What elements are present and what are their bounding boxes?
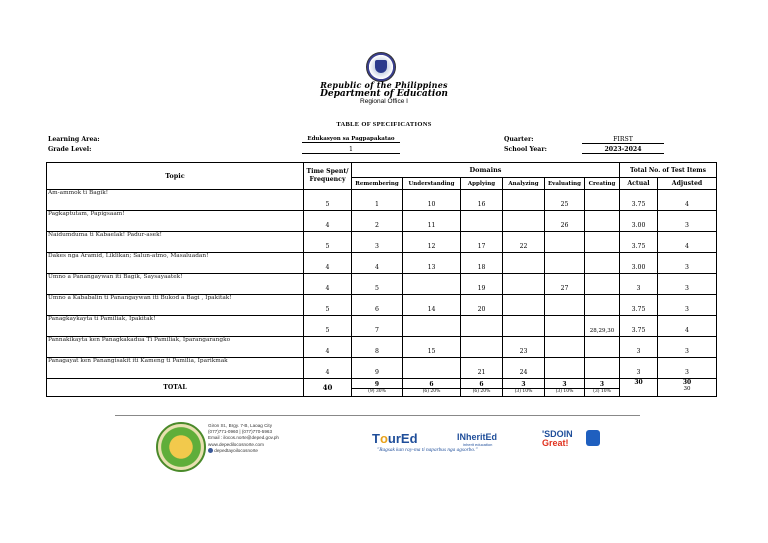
ana-cell: 23: [503, 337, 545, 358]
rem-cell: 1: [352, 190, 403, 211]
ana-cell: 22: [503, 232, 545, 253]
eva-cell: 25: [545, 190, 585, 211]
topic-cell: Umno a Panangaywan iti Bagik, Saysayaatek!: [47, 274, 304, 295]
ana-cell: 24: [503, 358, 545, 379]
rem-cell: 9: [352, 358, 403, 379]
thumbs-up-icon: [586, 430, 600, 446]
ana-cell: [503, 274, 545, 295]
table-row: [47, 295, 717, 316]
time-cell: 4: [304, 274, 352, 295]
adjusted-header: Adjusted: [658, 178, 717, 190]
total-analyzing: 3 (3) 10%: [503, 379, 545, 397]
actual-cell: 3.00: [620, 253, 658, 274]
cre-cell: [585, 190, 620, 211]
app-cell: 16: [461, 190, 503, 211]
rem-cell: 4: [352, 253, 403, 274]
school-year-label: School Year:: [504, 146, 547, 153]
school-year-value: 2023-2024: [582, 146, 664, 154]
total-time: 40: [304, 379, 352, 397]
und-cell: 13: [403, 253, 461, 274]
rem-cell: 7: [352, 316, 403, 337]
sdoin-logo: 'SDOIN Great!: [542, 429, 573, 448]
adjusted-cell: 3: [658, 358, 717, 379]
document-title: TABLE OF SPECIFICATIONS: [336, 121, 432, 128]
app-cell: [461, 316, 503, 337]
grade-level-label: Grade Level:: [48, 146, 92, 153]
total-understanding: 6 (6) 20%: [403, 379, 461, 397]
adjusted-cell: 3: [658, 337, 717, 358]
ana-cell: [503, 211, 545, 232]
actual-cell: 3.00: [620, 211, 658, 232]
ana-cell: [503, 190, 545, 211]
time-cell: 5: [304, 295, 352, 316]
cre-cell: [585, 337, 620, 358]
topic-cell: Panagayat ken Panangisakit iti Kameng ti Pamilia, Iparikmak: [47, 358, 304, 379]
time-cell: 4: [304, 211, 352, 232]
topic-cell: Dakes nga Aramid, Liklikan; Salun-atmo, Masaluadan!: [47, 253, 304, 274]
cre-cell: [585, 274, 620, 295]
domain-evaluating: Evaluating: [545, 178, 585, 190]
specification-table: [46, 162, 717, 397]
und-cell: 12: [403, 232, 461, 253]
eva-cell: [545, 337, 585, 358]
learning-area-label: Learning Area:: [48, 136, 100, 143]
und-cell: 11: [403, 211, 461, 232]
app-cell: [461, 211, 503, 232]
ana-cell: [503, 253, 545, 274]
topic-cell: Pannakikayta ken Panagkakadua Ti Pamiliak, Iparangarangko: [47, 337, 304, 358]
domain-understanding: Understanding: [403, 178, 461, 190]
und-cell: [403, 316, 461, 337]
table-row: [47, 232, 717, 253]
cre-cell: [585, 232, 620, 253]
rem-cell: 5: [352, 274, 403, 295]
time-header: Time Spent/ Frequency: [304, 163, 352, 190]
total-label: TOTAL: [47, 379, 304, 397]
footer-contact: Giron St., Brgy. 7-B, Laoag City (077)771-0960 | (077)770-5963 Email : ilocos.norte@deped.gov.ph www.depedilocosnorte.com depedtayoilocosnorte: [208, 423, 279, 453]
total-actual: 30: [620, 379, 658, 397]
domain-creating: Creating: [585, 178, 620, 190]
eva-cell: [545, 316, 585, 337]
app-cell: [461, 337, 503, 358]
grade-level-value: 1: [302, 146, 400, 154]
adjusted-cell: 3: [658, 253, 717, 274]
eva-cell: [545, 358, 585, 379]
app-cell: 21: [461, 358, 503, 379]
rem-cell: 6: [352, 295, 403, 316]
domains-header: Domains: [352, 163, 620, 178]
app-cell: 19: [461, 274, 503, 295]
rem-cell: 3: [352, 232, 403, 253]
adjusted-cell: 4: [658, 190, 717, 211]
adjusted-cell: 4: [658, 232, 717, 253]
domain-applying: Applying: [461, 178, 503, 190]
table-row: [47, 358, 717, 379]
total-evaluating: 3 (3) 10%: [545, 379, 585, 397]
adjusted-cell: 3: [658, 274, 717, 295]
topic-cell: Pagkaptutam, Papigsaam!: [47, 211, 304, 232]
und-cell: 14: [403, 295, 461, 316]
facebook-icon: [208, 448, 213, 453]
quarter-label: Quarter:: [504, 136, 534, 143]
topic-header: Topic: [47, 163, 304, 190]
table-row: [47, 274, 717, 295]
domain-analyzing: Analyzing: [503, 178, 545, 190]
und-cell: 10: [403, 190, 461, 211]
cre-cell: [585, 295, 620, 316]
total-applying: 6 (6) 20%: [461, 379, 503, 397]
app-cell: 20: [461, 295, 503, 316]
table-row: [47, 337, 717, 358]
topic-cell: Am-ammok ti Bagik!: [47, 190, 304, 211]
region-text: Regional Office I: [360, 98, 408, 105]
footer-tagline: "Ragsak kan ray-ma ti naparbus nga agsorbo.": [377, 447, 478, 453]
time-cell: 4: [304, 337, 352, 358]
rem-cell: 2: [352, 211, 403, 232]
table-row: [47, 253, 717, 274]
quarter-value: FIRST: [582, 136, 664, 144]
total-creating: 3 (3) 10%: [585, 379, 620, 397]
cre-cell: [585, 211, 620, 232]
actual-cell: 3.75: [620, 190, 658, 211]
division-seal-icon: [156, 422, 206, 472]
republic-text: Republic of the Philippines: [320, 80, 448, 90]
ana-cell: [503, 295, 545, 316]
table-row: [47, 316, 717, 337]
total-adjusted: 30 30: [658, 379, 717, 397]
topic-cell: Panagkaykayta ti Pamiliak, Ipakitak!: [47, 316, 304, 337]
cre-cell: [585, 358, 620, 379]
time-cell: 4: [304, 253, 352, 274]
inherited-logo: INheritEd: [457, 432, 498, 442]
actual-cell: 3: [620, 358, 658, 379]
und-cell: [403, 358, 461, 379]
actual-cell: 3.75: [620, 316, 658, 337]
table-row: [47, 211, 717, 232]
actual-cell: 3.75: [620, 232, 658, 253]
time-cell: 5: [304, 232, 352, 253]
eva-cell: 27: [545, 274, 585, 295]
eva-cell: [545, 232, 585, 253]
adjusted-cell: 3: [658, 295, 717, 316]
time-cell: 4: [304, 358, 352, 379]
time-cell: 5: [304, 316, 352, 337]
learning-area-value: Edukasyon sa Pagpapakatao: [302, 136, 400, 143]
domain-remembering: Remembering: [352, 178, 403, 190]
eva-cell: 26: [545, 211, 585, 232]
department-text: Department of Education: [320, 89, 448, 99]
deped-seal: [366, 52, 396, 82]
footer-divider: [115, 415, 640, 416]
rem-cell: 8: [352, 337, 403, 358]
adjusted-cell: 3: [658, 211, 717, 232]
eva-cell: [545, 253, 585, 274]
time-cell: 5: [304, 190, 352, 211]
topic-cell: Umno a Kababalin ti Panangaywan iti Bukod a Bagi , Ipakitak!: [47, 295, 304, 316]
und-cell: 15: [403, 337, 461, 358]
actual-cell: 3.75: [620, 295, 658, 316]
cre-cell: [585, 253, 620, 274]
total-items-header: Total No. of Test Items: [620, 163, 717, 178]
inherited-subtitle: inherit education: [463, 442, 493, 447]
actual-header: Actual: [620, 178, 658, 190]
total-remembering: 9 (9) 30%: [352, 379, 403, 397]
toured-logo: TourEd: [372, 431, 418, 446]
adjusted-cell: 4: [658, 316, 717, 337]
app-cell: 18: [461, 253, 503, 274]
app-cell: 17: [461, 232, 503, 253]
topic-cell: Naidumduma ti Kabaelak! Padur-asek!: [47, 232, 304, 253]
actual-cell: 3: [620, 337, 658, 358]
table-row: [47, 190, 717, 211]
cre-cell: 28,29,30: [585, 316, 620, 337]
ana-cell: [503, 316, 545, 337]
und-cell: [403, 274, 461, 295]
eva-cell: [545, 295, 585, 316]
actual-cell: 3: [620, 274, 658, 295]
